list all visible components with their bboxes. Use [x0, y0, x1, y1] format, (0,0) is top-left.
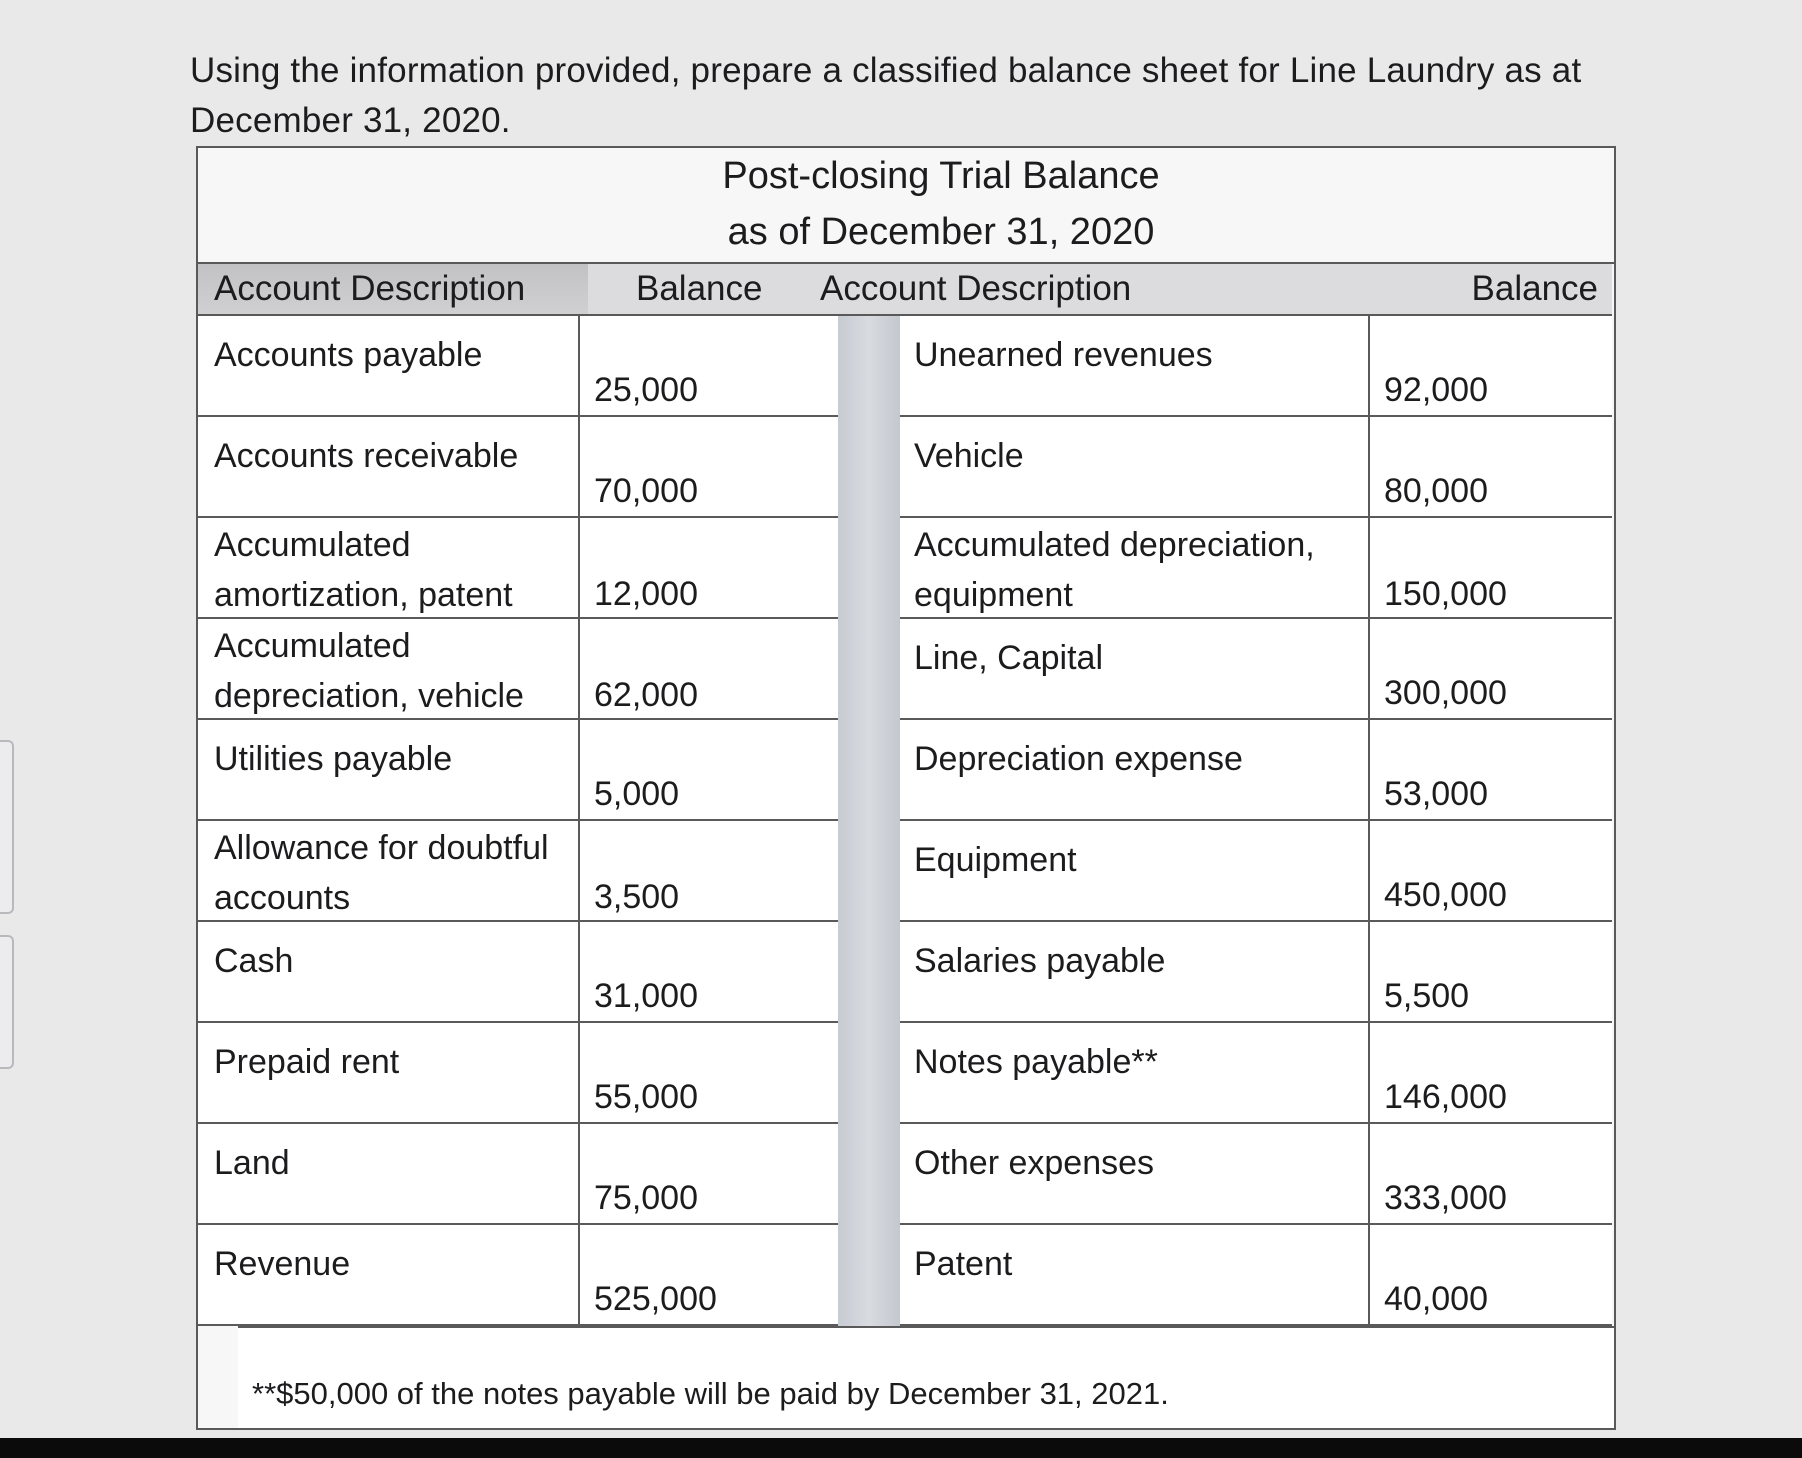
- header-balance-left: Balance: [636, 269, 763, 308]
- account-description: [914, 1138, 1154, 1188]
- column-divider: [578, 417, 580, 516]
- account-description-line: Accounts payable: [214, 336, 483, 374]
- table-row: [198, 316, 838, 417]
- account-balance: 450,000: [1384, 876, 1507, 914]
- account-description: [914, 330, 1213, 380]
- table-row: [198, 922, 838, 1023]
- account-balance: 40,000: [1384, 1280, 1488, 1318]
- account-description-line: Notes payable**: [914, 1043, 1158, 1081]
- account-description-line: equipment: [914, 576, 1073, 614]
- account-description: [914, 835, 1077, 885]
- column-divider: [1368, 821, 1370, 920]
- column-divider: [1368, 518, 1370, 617]
- table-row: [198, 1225, 838, 1326]
- table-row: [900, 1023, 1612, 1124]
- column-divider: [578, 821, 580, 920]
- question-line-2: December 31, 2020.: [190, 101, 511, 140]
- column-divider: [578, 619, 580, 718]
- column-divider: [1368, 619, 1370, 718]
- table-title-line-1: Post-closing Trial Balance: [722, 155, 1160, 197]
- table-row: [198, 619, 838, 720]
- header-account-description-left: Account Description: [214, 269, 526, 308]
- table-title: [198, 148, 1614, 264]
- account-balance: 92,000: [1384, 371, 1488, 409]
- table-row: [900, 316, 1612, 417]
- account-description-line: Utilities payable: [214, 740, 453, 778]
- right-accounts-panel: [900, 316, 1612, 1326]
- account-description-line: Patent: [914, 1245, 1013, 1283]
- column-divider: [578, 1023, 580, 1122]
- table-row: [198, 417, 838, 518]
- account-description: [914, 1037, 1158, 1087]
- account-balance: 62,000: [594, 676, 698, 714]
- account-description: [914, 633, 1103, 683]
- account-description: [914, 1239, 1012, 1289]
- column-divider: [578, 518, 580, 617]
- account-description: [214, 1138, 290, 1188]
- table-row: [198, 720, 838, 821]
- table-row: [198, 1023, 838, 1124]
- account-description: [914, 431, 1024, 481]
- side-tab: [0, 740, 14, 914]
- account-description-line: amortization, patent: [214, 576, 513, 614]
- table-row: [198, 518, 838, 619]
- column-divider: [1368, 316, 1370, 415]
- account-balance: 12,000: [594, 575, 698, 613]
- account-description: [914, 936, 1165, 986]
- account-description-line: Salaries payable: [914, 942, 1166, 980]
- table-row: [900, 821, 1612, 922]
- table-row: [900, 619, 1612, 720]
- column-divider: [578, 1124, 580, 1223]
- header-right: [588, 264, 1612, 316]
- account-description-line: Accumulated depreciation,: [914, 526, 1315, 564]
- table-row: [198, 821, 838, 922]
- table-row: [900, 1225, 1612, 1326]
- header-account-description-right: Account Description: [820, 269, 1132, 308]
- column-divider: [1368, 1225, 1370, 1324]
- account-description-line: Depreciation expense: [914, 740, 1243, 778]
- account-balance: 5,500: [1384, 977, 1470, 1015]
- account-description-line: Equipment: [914, 841, 1077, 879]
- account-description: [214, 1037, 399, 1087]
- account-description-line: Cash: [214, 942, 294, 980]
- column-divider: [578, 316, 580, 415]
- account-balance: 70,000: [594, 472, 698, 510]
- question-line-1: Using the information provided, prepare a classified balance sheet for Line Laundry as at: [190, 51, 1582, 90]
- account-balance: 31,000: [594, 977, 698, 1015]
- column-gap: [838, 316, 900, 1326]
- account-description-line: accounts: [214, 879, 351, 917]
- account-description: [214, 520, 513, 620]
- table-row: [900, 922, 1612, 1023]
- column-divider: [578, 720, 580, 819]
- account-description: [214, 431, 518, 481]
- footnote-text: **$50,000 of the notes payable will be paid by December 31, 2021.: [252, 1376, 1169, 1411]
- trial-balance-table: [196, 146, 1616, 1430]
- account-description-line: Other expenses: [914, 1144, 1155, 1182]
- footnote: [238, 1326, 1614, 1428]
- account-balance: 146,000: [1384, 1078, 1507, 1116]
- left-accounts-panel: [198, 316, 838, 1326]
- account-balance: 150,000: [1384, 575, 1507, 613]
- bottom-bar: [0, 1438, 1802, 1458]
- account-description-line: Vehicle: [914, 437, 1024, 475]
- account-description: [214, 734, 452, 784]
- account-balance: 5,000: [594, 775, 680, 813]
- account-description-line: Accumulated: [214, 627, 411, 665]
- account-balance: 3,500: [594, 878, 680, 916]
- account-description-line: Unearned revenues: [914, 336, 1213, 374]
- header-left: [198, 264, 588, 316]
- account-balance: 80,000: [1384, 472, 1488, 510]
- account-description: [914, 734, 1243, 784]
- column-divider: [578, 1225, 580, 1324]
- account-description: [914, 520, 1315, 620]
- column-divider: [1368, 922, 1370, 1021]
- account-balance: 525,000: [594, 1280, 717, 1318]
- account-balance: 333,000: [1384, 1179, 1507, 1217]
- table-title-line-2: as of December 31, 2020: [727, 211, 1155, 253]
- account-description-line: Line, Capital: [914, 639, 1104, 677]
- header-balance-right: Balance: [1471, 269, 1598, 308]
- side-tab: [0, 935, 14, 1069]
- account-balance: 300,000: [1384, 674, 1507, 712]
- account-description-line: Accounts receivable: [214, 437, 519, 475]
- question-text: [190, 46, 1590, 146]
- account-description-line: Land: [214, 1144, 290, 1182]
- table-row: [900, 1124, 1612, 1225]
- column-divider: [1368, 1124, 1370, 1223]
- table-row: [900, 518, 1612, 619]
- account-description: [214, 823, 549, 923]
- account-description: [214, 621, 524, 721]
- column-divider: [578, 922, 580, 1021]
- account-description: [214, 330, 482, 380]
- account-description-line: Prepaid rent: [214, 1043, 400, 1081]
- account-description-line: Allowance for doubtful: [214, 829, 549, 867]
- account-description-line: depreciation, vehicle: [214, 677, 524, 715]
- account-description: [214, 936, 293, 986]
- column-divider: [1368, 417, 1370, 516]
- column-divider: [1368, 720, 1370, 819]
- account-description-line: Accumulated: [214, 526, 411, 564]
- column-divider: [1368, 1023, 1370, 1122]
- account-balance: 75,000: [594, 1179, 698, 1217]
- account-balance: 55,000: [594, 1078, 698, 1116]
- table-row: [900, 720, 1612, 821]
- table-row: [900, 417, 1612, 518]
- account-balance: 25,000: [594, 371, 698, 409]
- table-row: [198, 1124, 838, 1225]
- account-description: [214, 1239, 350, 1289]
- account-balance: 53,000: [1384, 775, 1488, 813]
- account-description-line: Revenue: [214, 1245, 351, 1283]
